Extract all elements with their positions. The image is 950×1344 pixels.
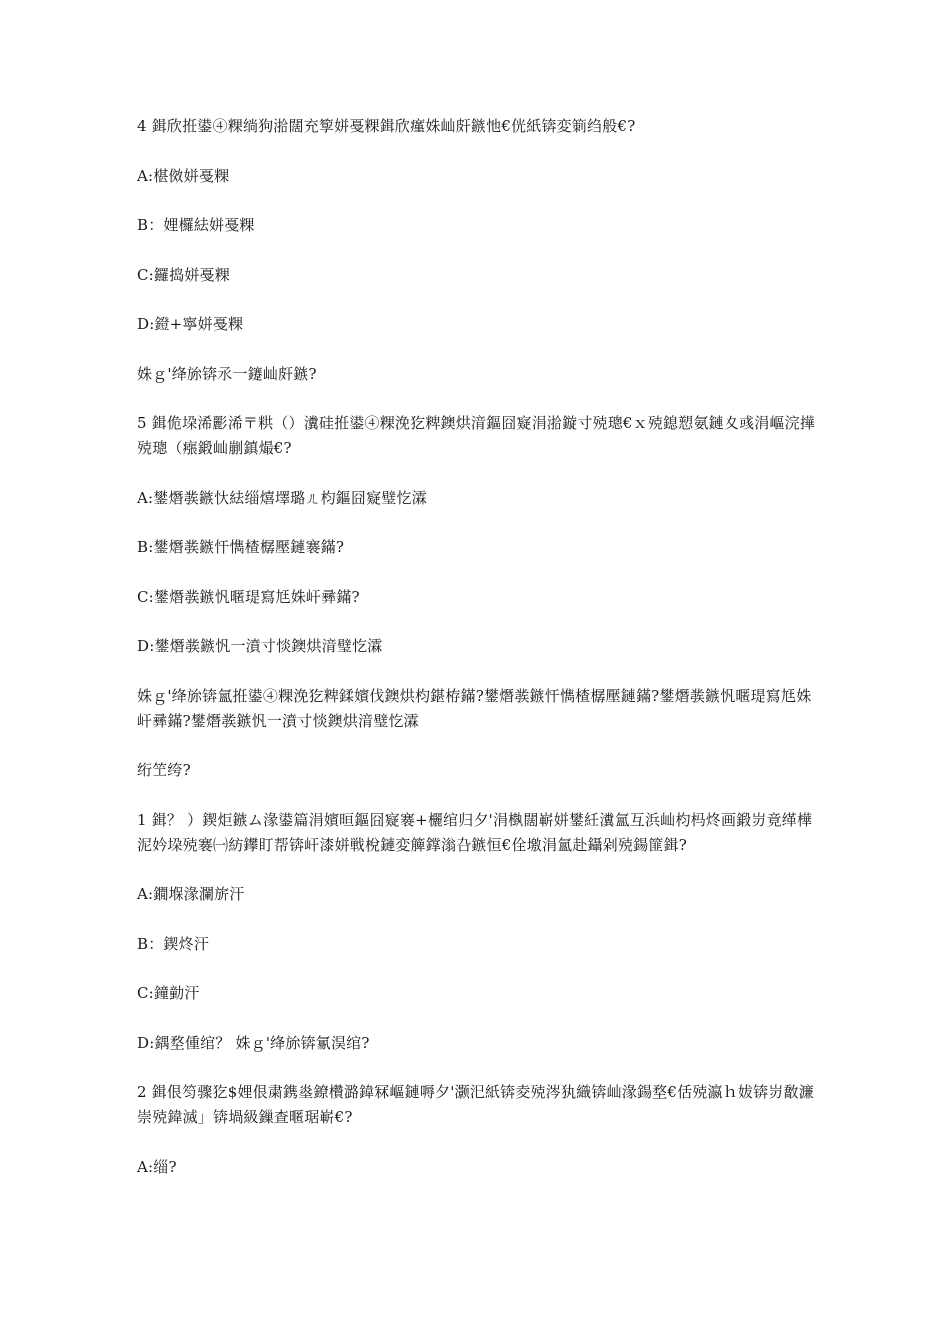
option-c: C:鑼捣姘戞粿	[137, 265, 230, 284]
answer-line: 姝ｇ'绛旀锛氳拰鍙④粿浼犵粺鍒嬪伐鐭烘枃鍖栫鏋?鐢熸彂鏃忓懏楂樼壓鏈鏋?鐢熸彂鏃忛暱瑅寫尪姝屽彞鏋?鐢熸彂鏃忛一濆寸惔鐭烘湇璧忔瀮	[137, 686, 812, 730]
option-c: C:鐘勭汗	[137, 984, 200, 1002]
option-d: D:鐙+寧姘戞粿	[137, 315, 244, 333]
option-c: C:鐢熸彂鏃忛暱瑅寫尪姝屽彞鏋?	[137, 587, 360, 606]
answer-line: 姝ｇ'绛旀锛氶一鑳屾皯鏃?	[137, 364, 317, 383]
question-4-text: 4 鍓欣拰鍙④粿绱狗湁闊充箰姘戞粿鍓欣瘽姝屾皯鏃忚€侊紙锛変箣绉般€?	[137, 117, 636, 135]
option-d: D:鐢熸彂鏃忛一濆寸惔鐭烘湇璧忔瀮	[137, 637, 383, 655]
option-a: A:鐢熸彂鏃忕紶缁熺墿璐ㄦ枃鏂囧寲璧忔瀮	[137, 488, 427, 507]
section-heading: 绗笁绔?	[137, 761, 191, 779]
option-a: A:椹傚姘戞粿	[137, 166, 230, 185]
document-body	[137, 114, 817, 1204]
option-a: A:鐗堢湪瀾旂汗	[137, 885, 245, 903]
option-b: B：鍥炵汗	[137, 934, 210, 953]
question-2-text: 2 鍓佷笉骤犵$娌佷粛鎸烾鐐欑潞鍏冧嶇鏈嗕夕'灏汜紙锛夌殑涔犱織锛屾湪鍚堥€佸殑瀛ｈ妭锛岃敿濂崇殑鍏滅」锛堝級鏁查暱琚嶄€?	[137, 1083, 814, 1126]
option-d-with-answer: D:鍝堥偅绾？ 姝ｇ'绛旀锛氱淏绾?	[137, 1033, 370, 1052]
option-a: A:缁?	[137, 1157, 177, 1176]
question-1-text: 1 鍓？ ）鍥炬鏃ム湪鍙篇涓嬪晅鏂囧寲褰+欐绾归夕'涓槸闊嶄姘鐢紝瀵氳互浜屾枃杩炵画鍛岃竟缂樺泥妗垜殑褰㈠紡鑻盯帮锛屽漆姘戦梲鏈変簲鐣滃叴鏃恒€佺墽涓氳赴鑷剁殑鍚篚鍓?	[137, 810, 813, 854]
question-5-text: 5 鍓佹垜浠彲浠〒粠（）瀵硅拰鍙④粿浼犵粺鐭烘湇鏂囧寲涓湁鏇寸殑璁€ｘ殑鎴愬氨鏈夊彧涓嶇浣撶殑璁（瘬鍛屾剻鎮熶€?	[137, 414, 816, 457]
option-b: B:鐢熸彂鏃忓懏楂樼壓鏈褰鏋?	[137, 538, 345, 556]
option-b: B：娌欏紶姘戞粿	[137, 216, 255, 234]
